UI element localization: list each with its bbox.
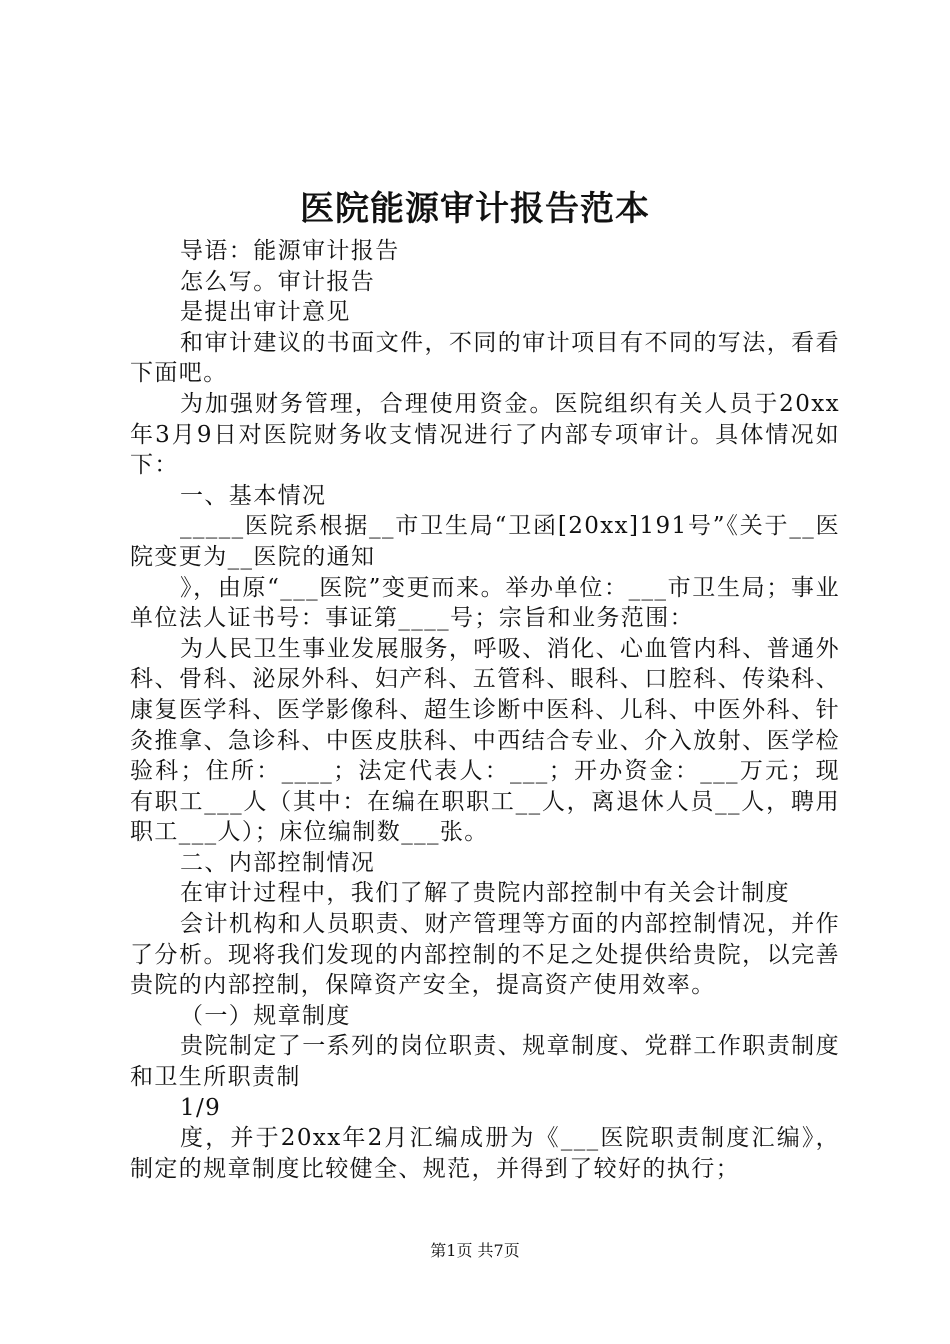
paragraph-intro-3: 是提出审计意见 <box>180 299 351 326</box>
paragraph-control-1: 在审计过程中，我们了解了贵院内部控制中有关会计制度 <box>180 880 790 907</box>
section-heading-control: 二、内部控制情况 <box>180 849 376 876</box>
section-heading-basic: 一、基本情况 <box>180 482 327 509</box>
paragraph-basic-1: _____医院系根据__市卫生局“卫函[20xx]191号”《关于__医院变更为__医院的通知 <box>130 513 840 570</box>
document-title: 医院能源审计报告范本 <box>300 189 650 229</box>
inline-page-marker: 1/9 <box>180 1094 222 1121</box>
paragraph-intro-1: 导语：能源审计报告 <box>180 238 400 264</box>
page-footer: 第1页 共7页 <box>430 1241 520 1260</box>
paragraph-intro-2: 怎么写。审计报告 <box>180 268 376 295</box>
paragraph-basic-2: 》，由原“___医院”变更而来。举办单位：___市卫生局；事业单位法人证书号：事证第____号；宗旨和业务范围： <box>130 574 840 632</box>
paragraph-control-2: 会计机构和人员职责、财产管理等方面的内部控制情况，并作了分析。现将我们发现的内部控制的不足之处提供给贵院，以完善贵院的内部控制，保障资产安全，提高资产使用效率。 <box>130 911 840 999</box>
paragraph-rules-1: 贵院制定了一系列的岗位职责、规章制度、党群工作职责制度和卫生所职责制 <box>130 1033 840 1091</box>
paragraph-rules-2: 度，并于20xx年2月汇编成册为《___医院职责制度汇编》，制定的规章制度比较健全、规范，并得到了较好的执行； <box>130 1125 840 1182</box>
paragraph-intro-4: 和审计建议的书面文件，不同的审计项目有不同的写法，看看下面吧。 <box>130 329 840 387</box>
subsection-heading-rules: （一）规章制度 <box>180 1002 351 1029</box>
paragraph-basic-3: 为人民卫生事业发展服务，呼吸、消化、心血管内科、普通外科、骨科、泌尿外科、妇产科、五管科、眼科、口腔科、传染科、康复医学科、医学影像科、超生诊断中医科、儿科、中医外科、针灸推拿、急诊科、中医皮肤科、中西结合专业、介入放射、医学检验科；住所：____；法定代表人：___；开办资金：___万元；现有职工___人（其中：在编在职职工__人，离退休人员__人，聘用职工___人）；床位编制数___张。 <box>130 635 840 846</box>
document-body <box>130 236 840 1184</box>
paragraph-purpose: 为加强财务管理，合理使用资金。医院组织有关人员于20xx年3月9日对医院财务收支情况进行了内部专项审计。具体情况如下： <box>130 390 840 479</box>
